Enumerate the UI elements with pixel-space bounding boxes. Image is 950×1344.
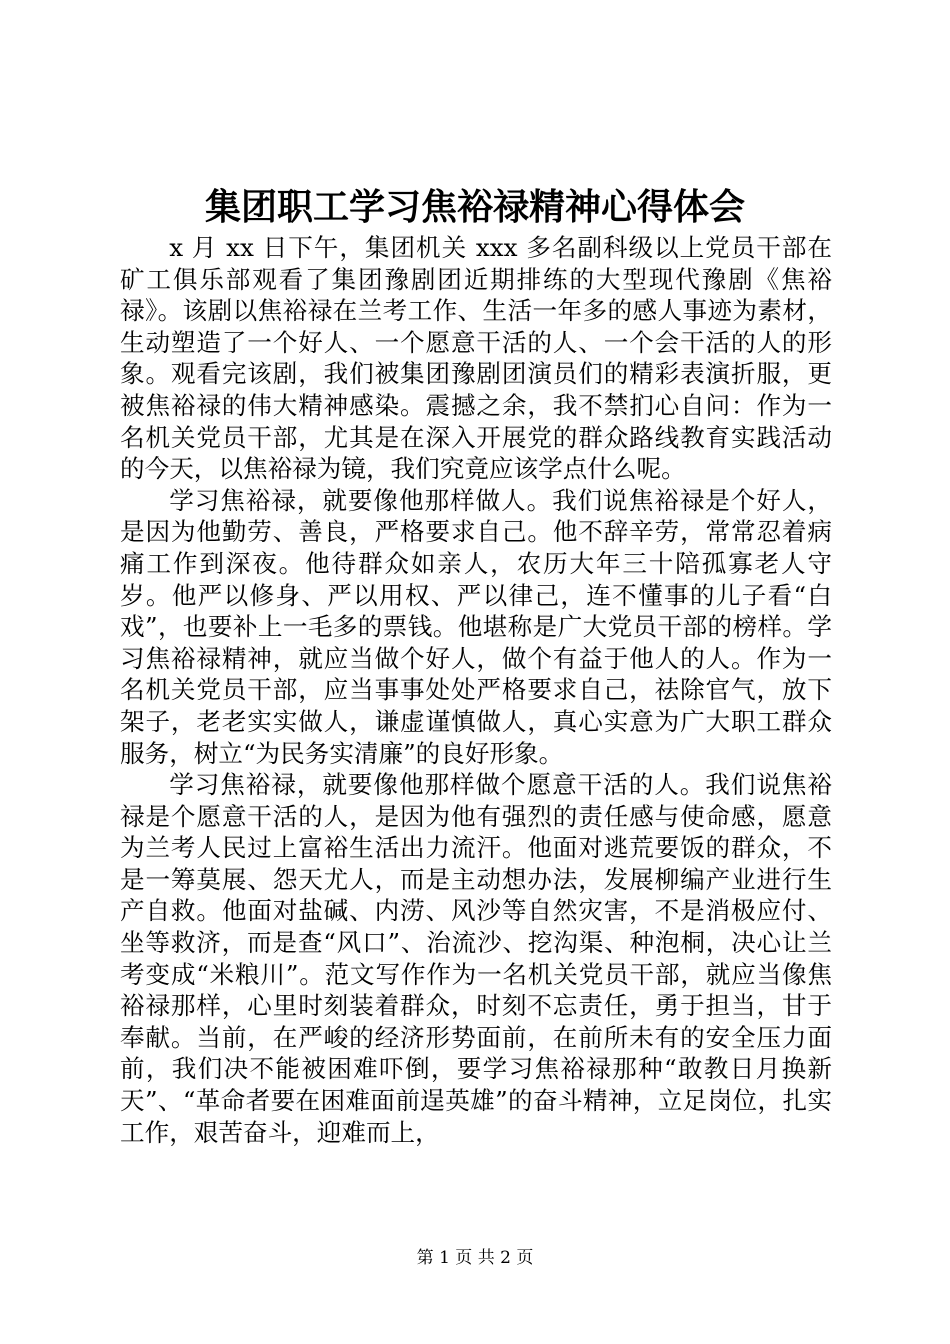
page-footer: 第 1 页 共 2 页 [416,1248,534,1268]
document-title: 集团职工学习焦裕禄精神心得体会 [204,187,745,228]
paragraph-3: 学习焦裕禄，就要像他那样做个愿意干活的人。我们说焦裕禄是个愿意干活的人，是因为他有强烈的责任感与使命感，愿意为兰考人民过上富裕生活出力流汗。他面对逃荒要饭的群众，不是一筹莫展、怨天尤人，而是主动想办法，发展柳编产业进行生产自救。他面对盐碱、内涝、风沙等自然灾害，不是消极应付、坐等救济，而是查“风口”、治流沙、挖沟渠、种泡桐，决心让兰考变成“米粮川”。范文写作作为一名机关党员干部，就应当像焦裕禄那样，心里时刻装着群众，时刻不忘责任，勇于担当，甘于奉献。当前，在严峻的经济形势面前，在前所未有的安全压力面前，我们决不能被困难吓倒，要学习焦裕禄那种“敢教日月换新天”、“革命者要在困难面前逞英雄”的奋斗精神，立足岗位，扎实工作，艰苦奋斗，迎难而上， [120,770,832,1147]
paragraph-1: x 月 xx 日下午，集团机关 xxx 多名副科级以上党员干部在矿工俱乐部观看了集团豫剧团近期排练的大型现代豫剧《焦裕禄》。该剧以焦裕禄在兰考工作、生活一年多的感人事迹为素材，生动塑造了一个好人、一个愿意干活的人、一个会干活的人的形象。观看完该剧，我们被集团豫剧团演员们的精彩表演折服，更被焦裕禄的伟大精神感染。震撼之余，我不禁扪心自问：作为一名机关党员干部，尤其是在深入开展党的群众路线教育实践活动的今天，以焦裕禄为镜，我们究竟应该学点什么呢。 [120,233,832,484]
document-body [120,232,832,1148]
paragraph-2: 学习焦裕禄，就要像他那样做人。我们说焦裕禄是个好人，是因为他勤劳、善良，严格要求自己。他不辞辛劳，常常忍着病痛工作到深夜。他待群众如亲人，农历大年三十陪孤寡老人守岁。他严以修身、严以用权、严以律己，连不懂事的儿子看“白戏”，也要补上一毛多的票钱。他堪称是广大党员干部的榜样。学习焦裕禄精神，就应当做个好人，做个有益于他人的人。作为一名机关党员干部，应当事事处处严格要求自己，祛除官气，放下架子，老老实实做人，谦虚谨慎做人，真心实意为广大职工群众服务，树立“为民务实清廉”的良好形象。 [120,485,832,768]
